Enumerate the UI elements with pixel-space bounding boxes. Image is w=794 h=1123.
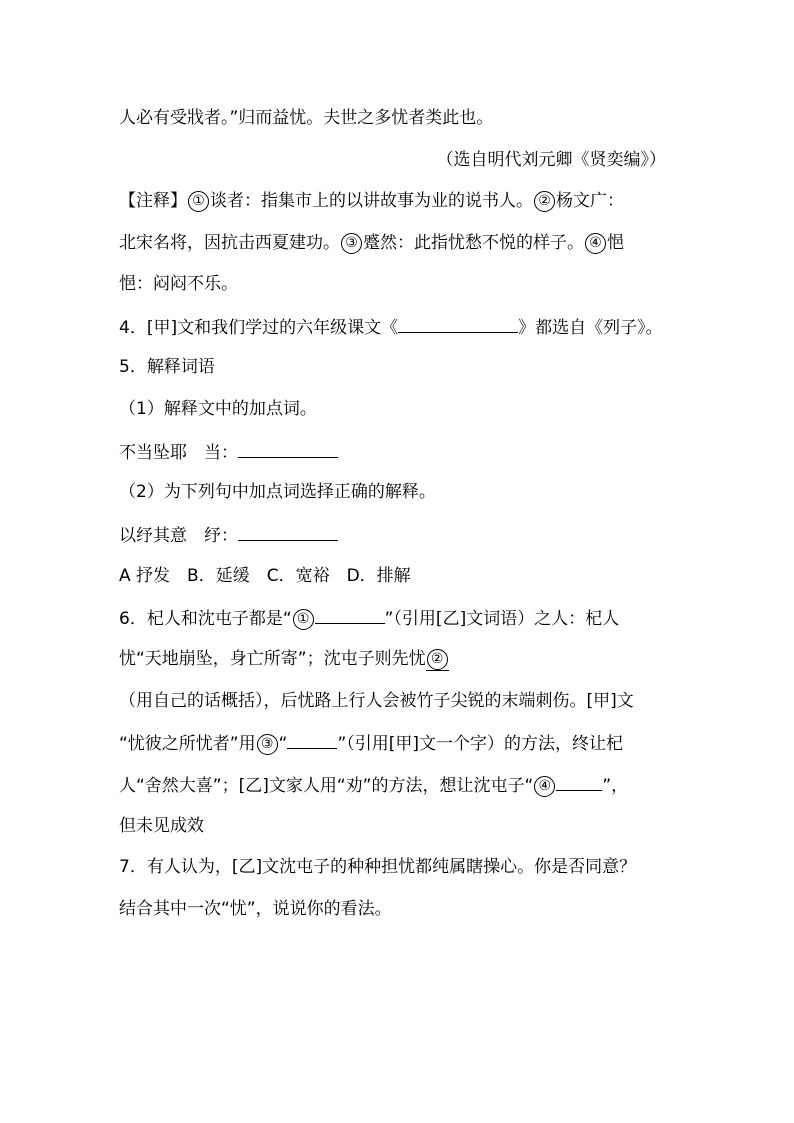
q6-mark-2: ② (427, 649, 448, 670)
q6-l5-b: ”， (602, 776, 629, 796)
source-citation: （选自明代刘元卿《贤奕编》） (436, 150, 666, 170)
q5-item2-text: 以纾其意 纾： (119, 526, 238, 546)
question-6-line-4 (119, 731, 623, 755)
q5-item1-blank[interactable] (238, 440, 338, 458)
q6-mark-4: ④ (534, 776, 555, 797)
q6-mark-3: ③ (257, 734, 278, 755)
note-text-4: 悒 (607, 233, 624, 253)
passage-end: 人必有受戕者。”归而益忧。夫世之多忧者类此也。 (119, 108, 494, 128)
notes-line-3: 悒：闷闷不乐。 (119, 274, 238, 294)
q6-mark-1: ① (293, 609, 314, 630)
question-6-line-5 (119, 773, 628, 797)
note-mark-1: ① (188, 191, 209, 212)
note-text-1: 谈者：指集市上的以讲故事为业的说书人。 (210, 191, 533, 211)
note-mark-2: ② (534, 191, 555, 212)
q5-item1-text: 不当坠耶 当： (119, 443, 238, 463)
question-5-item2 (119, 523, 338, 547)
question-6-line-2 (119, 648, 449, 671)
question-5-sub2: （2）为下列句中加点词选择正确的解释。 (119, 482, 436, 502)
q4-answer-blank[interactable] (398, 315, 518, 333)
q6-blank-1[interactable] (315, 606, 385, 624)
q6-l4-c: ”（引用[甲]文一个字）的方法，终让杞 (337, 734, 624, 754)
q6-blank-3[interactable] (287, 731, 337, 749)
notes-line-1 (119, 190, 624, 212)
question-7-line-2: 结合其中一次“忧”，说说你的看法。 (119, 899, 392, 919)
note-mark-3: ③ (341, 233, 362, 254)
question-7-line-1: 7．有人认为，[乙]文沈屯子的种种担忧都纯属瞎操心。你是否同意？ (119, 857, 637, 877)
question-6-line-6: 但未见成效 (119, 816, 204, 836)
q6-l5-a: 人“舍然大喜”；[乙]文家人用“劝”的方法，想让沈屯子“ (119, 776, 534, 796)
q4-text-before: 4．[甲]文和我们学过的六年级课文《 (119, 318, 399, 338)
q6-l2-a: 忧“天地崩坠，身亡所寄”；沈屯子则先忧 (119, 649, 426, 669)
note-mark-4: ④ (585, 233, 606, 254)
q6-l1-b: ”（引用[乙]文词语）之人：杞人 (384, 609, 620, 629)
question-6-line-3: （用自己的话概括），后忧路上行人会被竹子尖锐的末端刺伤。[甲]文 (119, 691, 634, 711)
note-text-2-cont: 北宋名将，因抗击西夏建功。 (119, 233, 340, 253)
notes-line-2 (119, 232, 624, 254)
q6-l1-a: 6．杞人和沈屯子都是“ (119, 609, 292, 629)
q6-blank-4[interactable] (556, 773, 602, 791)
q6-blank-2[interactable] (426, 649, 449, 671)
question-4 (119, 315, 663, 339)
question-5-item1 (119, 440, 338, 464)
q6-l4-a: “忧彼之所忧者”用 (119, 734, 256, 754)
question-5-sub1: （1）解释文中的加点词。 (119, 399, 317, 419)
note-text-3: 蹙然：此指忧愁不悦的样子。 (363, 233, 584, 253)
q4-text-after: 》都选自《列子》。 (518, 318, 663, 338)
q5-item2-blank[interactable] (238, 523, 338, 541)
note-text-2: 杨文广： (556, 191, 624, 211)
question-5-options: A 抒发 B．延缓 C．宽裕 D．排解 (119, 566, 411, 586)
question-5-title: 5．解释词语 (119, 357, 215, 377)
question-6-line-1 (119, 606, 619, 630)
q6-l4-b: “ (278, 734, 288, 754)
notes-label: 【注释】 (119, 191, 187, 211)
